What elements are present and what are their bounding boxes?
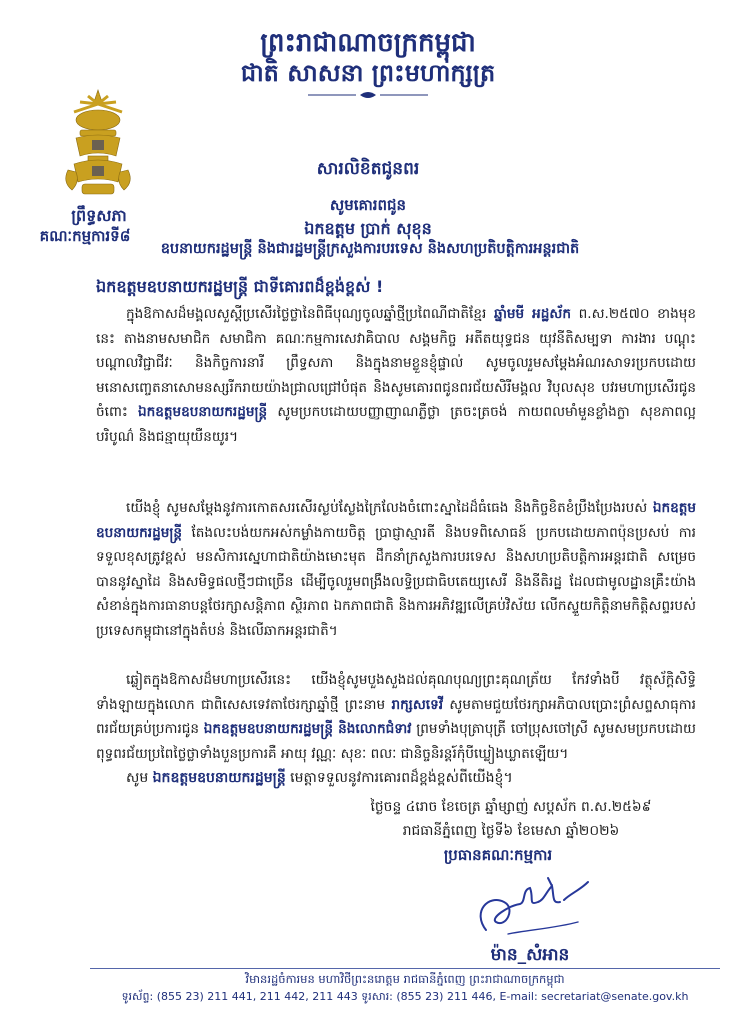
phone-label: ទូរស័ព្ទ: xyxy=(121,990,154,1003)
recipient-name: ឯកឧត្តម ប្រាក់ សុខុន xyxy=(304,219,432,238)
para1-text-a: ក្នុងឱកាសដ៏មង្គលសួស្តីប្រសើរថ្លៃថ្លានៃពិធីបុណ្យចូលឆ្នាំថ្មីប្រពៃណីជាតិខ្មែរ xyxy=(126,306,487,322)
solar-date: រាជធានីភ្នំពេញ ថ្ងៃទី៦ ខែមេសា ឆ្នាំ២០២៦ xyxy=(402,823,620,839)
para2-text-b: តែងលះបង់យកអស់កម្លាំងកាយចិត្ត ប្រាជ្ញាស្មារតី និងបទពិសោធន៍ ប្រកបដោយភាពប៉ុនប្រសប់ ការទទួលខុសត្រូវខ្ពស់ មនសិការស្នេហាជាតិយ៉ាងមោះមុត ដឹកនាំក្រសួងការបរទេស និងសហប្រតិបត្តិការអន្តរជាតិ សម្រេចបាននូវស្នាដៃ និងសមិទ្ធផលថ្មីៗជាច្រើន ដើម្បីចូលរួមពង្រឹងលទ្ធិប្រជាធិបតេយ្យសេរី និងនីតិរដ្ឋ ដែលជាមូលដ្ឋានគ្រឹះយ៉ាងសំខាន់ក្នុងការធានាបន្តថែរក្សាសន្តិភាព ស្ថិរភាព ឯកភាពជាតិ និងការអភិវឌ្ឍលើគ្រប់វិស័យ លើកស្ទួយកិត្តិនាមកិត្តិសព្ទរបស់ប្រទេសកម្ពុជានៅក្នុងតំបន់ និងលើឆាកអន្តរជាតិ។ xyxy=(96,524,696,639)
closing-text-b: មេត្តាទទួលនូវការគោរពដ៏ខ្ពង់ខ្ពស់ពីយើងខ្ញុំ។ xyxy=(290,770,513,786)
paragraph-2 xyxy=(96,496,696,644)
recipient-position: ឧបនាយករដ្ឋមន្ត្រី និងជារដ្ឋមន្ត្រីក្រសួងការបរទេស និងសហប្រតិបត្តិការអន្តរជាតិ xyxy=(160,241,580,257)
para1-text-c: សូមប្រកបដោយបញ្ញាញាណភ្លឺថ្លា ត្រចះត្រចង់ កាយពលមាំមួនខ្លាំងក្លា សុខភាពល្អបរិបូណ៌ និងជន្មាយុយឺនយូរ។ xyxy=(96,404,696,445)
signer-name: ម៉ាន_សំអាន xyxy=(490,945,570,965)
closing-line xyxy=(126,768,513,789)
para3-text-a: ឆ្លៀតក្នុងឱកាសដ៏មហាប្រសើរនេះ យើងខ្ញុំសូមបួងសួងដល់គុណបុណ្យព្រះគុណត្រ័យ កែវទាំងបី វត្ថុស័ក្តិសិទ្ធិទាំងឡាយក្នុងលោក ជាពិសេសទេវតាថែរក្សាឆ្នាំថ្មី ព្រះនាម xyxy=(96,672,696,713)
footer-address: វិមានរដ្ឋចំការមន មហាវិថីព្រះនរោត្តម រាជធានីភ្នំពេញ ព្រះរាជាណាចក្រកម្ពុជា xyxy=(245,972,565,986)
national-motto: ជាតិ សាសនា ព្រះមហាក្សត្រ xyxy=(240,58,496,87)
honoree-title: ឯកឧត្តមឧបនាយករដ្ឋមន្ត្រី xyxy=(152,770,286,786)
paragraph-1 xyxy=(96,302,696,450)
honoree-title: ឯកឧត្តមឧបនាយករដ្ឋមន្ត្រី xyxy=(138,404,268,421)
institution-name: ព្រឹទ្ធសភា xyxy=(71,206,127,225)
ornament-divider-icon xyxy=(308,90,428,100)
lunar-date: ថ្ងៃចន្ទ ៤រោច ខែចេត្រ ឆ្នាំម្សាញ់ សប្តស័ក ព.ស.២៥៦៩ xyxy=(370,799,652,815)
letter-title: សារលិខិតជូនពរ xyxy=(316,159,420,179)
honoree-title: ឯកឧត្តមឧបនាយករដ្ឋមន្ត្រី និងលោកជំទាវ xyxy=(203,721,412,738)
closing-text-a: សូម xyxy=(126,770,149,786)
para1-text-b: ព.ស.២៥៧០ ខាងមុខនេះ តាងនាមសមាជិក សមាជិកា គណៈកម្មការសេវាគិបាល សង្គមកិច្ច អតីតយុទ្ធជន យុវនីតិសម្បទា ការងារ បណ្ដុះបណ្ដាលវិជ្ជាជីវៈ និងកិច្ចការនារី ព្រឹទ្ធសភា និងក្នុងនាមខ្លួនខ្ញុំផ្ទាល់ សូមចូលរួមសម្ដែងអំណរសាទរប្រកបដោយមនោសញ្ចេតនាសោមនស្សរីករាយយ៉ាងជ្រាលជ្រៅបំផុត និងសូមគោរពជូនពរជ័យសិរីមង្គល វិបុលសុខ បវរមហាប្រសើរជូនចំពោះ xyxy=(96,306,697,421)
respect-line: សូមគោរពជូន xyxy=(329,196,407,214)
para3-text-c: ព្រមទាំងបុត្រាបុត្រី ចៅប្រុសចៅស្រី សូមសមប្រកបដោយពុទ្ធពរជ័យប្រពៃថ្លៃថ្លាទាំងបួនប្រការគឺ អាយុ វណ្ណៈ សុខៈ ពលៈ ជានិច្ចនិរន្តរ៍កុំបីឃ្លៀងឃ្លាតឡើយ។ xyxy=(96,721,696,762)
signature-icon xyxy=(468,872,598,944)
para3-text-b: សូមតាមជួយថែរក្សាអភិបាលប្រោះព្រំសព្ទសាធុការពរជ័យគ្រប់ប្រការជូន xyxy=(96,696,696,738)
honoree-title: ឯកឧត្តមឧបនាយករដ្ឋមន្ត្រី xyxy=(96,500,696,541)
salutation: ឯកឧត្តមឧបនាយករដ្ឋមន្ត្រី ជាទីគោរពដ៏ខ្ពង់ខ្ពស់ ! xyxy=(96,277,384,296)
signer-title: ប្រធានគណៈកម្មការ xyxy=(443,846,553,864)
new-year-name: ឆ្នាំមមី អដ្ឋស័ក xyxy=(493,306,572,322)
paragraph-3 xyxy=(96,668,696,766)
committee-name: គណៈកម្មការទី៨ xyxy=(39,227,131,245)
fax-number: (855 23) 211 446, xyxy=(396,990,496,1003)
email-address: E-mail: secretariat@senate.gov.kh xyxy=(499,990,689,1003)
footer-contact xyxy=(90,990,720,1006)
kingdom-heading: ព្រះរាជាណាចក្រកម្ពុជា xyxy=(260,28,476,58)
fax-label: ទូរសារ: xyxy=(361,990,393,1003)
para2-text-a: យើងខ្ញុំ សូមសម្ដែងនូវការកោតសរសើរស្ងប់ស្ងែងក្រៃលែងចំពោះស្នាដៃដ៏ធំធេង និងកិច្ចខិតខំប្រឹងប្រែងរបស់ xyxy=(126,500,648,516)
footer-divider xyxy=(90,968,720,969)
phone-numbers: (855 23) 211 441, 211 442, 211 443 xyxy=(156,990,358,1003)
deity-name: រាក្សសទេវី xyxy=(391,696,444,713)
